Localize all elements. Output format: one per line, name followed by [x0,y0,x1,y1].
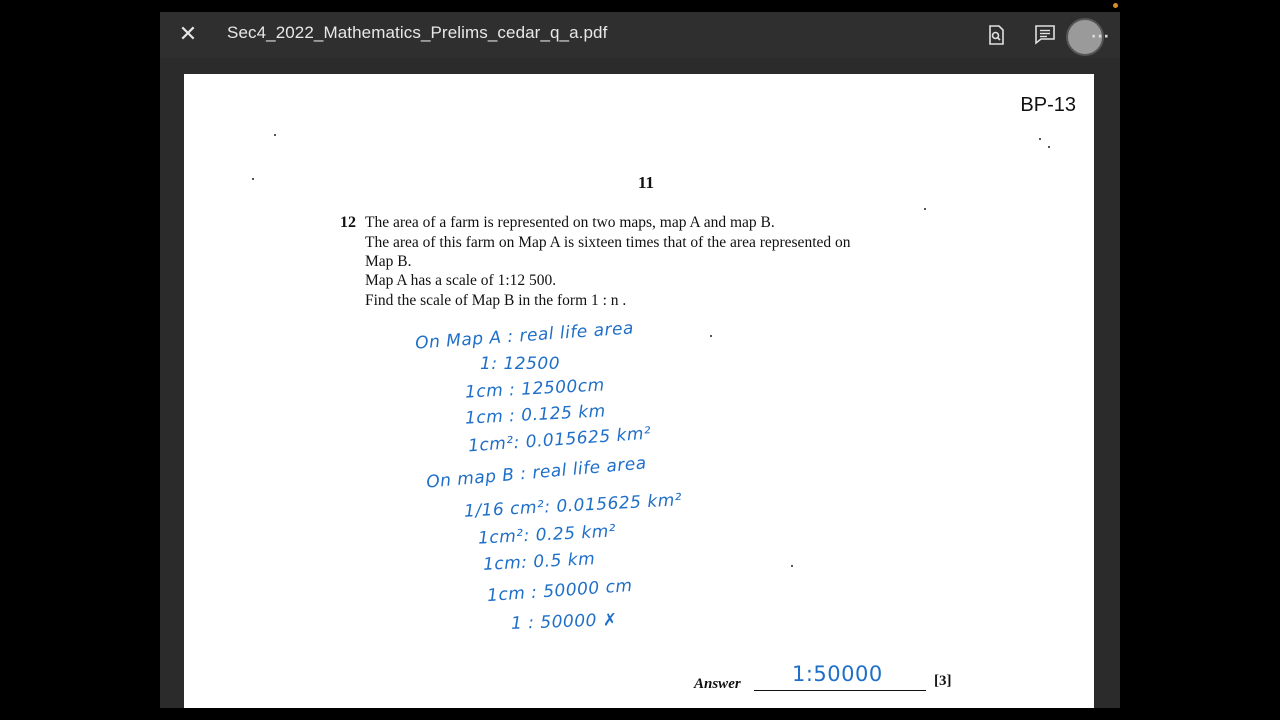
scan-speck [1039,138,1041,140]
scan-speck [1048,146,1050,148]
working-line: On Map A : real life area [414,318,635,354]
answer-line [754,690,926,691]
header-code: BP-13 [1020,94,1076,116]
working-line: 1cm: 0.5 km [482,549,596,575]
working-line: 1cm : 12500cm [464,375,606,403]
comments-icon [1031,21,1059,49]
working-line: 1cm : 50000 cm [486,575,634,607]
page-search-icon [982,21,1010,49]
more-options-button[interactable] [1066,18,1110,56]
answer-label: Answer [694,676,741,692]
working-line: 1cm : 0.125 km [464,401,607,429]
question-line: Map A has a scale of 1:12 500. [365,272,557,289]
question-number: 12 [340,214,356,231]
answer-value: 1:50000 [792,662,883,686]
working-line: 1 : 50000 ✗ [510,610,618,634]
pdf-viewer [160,12,1120,708]
scan-speck [252,178,254,180]
question-line: Find the scale of Map B in the form 1 : n . [365,292,627,309]
working-line: 1: 12500 [480,354,561,374]
question-line: Map B. [365,253,412,270]
marks: [3] [934,673,952,689]
working-line: 1cm²: 0.25 km² [477,521,617,549]
question-line: The area of a farm is represented on two maps, map A and map B. [365,214,775,231]
viewer-toolbar [160,12,1120,58]
comments-button[interactable] [1031,21,1059,49]
working-line: 1cm²: 0.015625 km² [467,423,652,457]
working-line: On map B : real life area [425,453,648,493]
status-dot [1113,3,1118,8]
scan-speck [274,134,276,136]
find-in-document-button[interactable] [982,21,1010,49]
close-icon: ✕ [178,22,198,47]
scan-speck [791,565,793,567]
scan-speck [710,335,712,337]
page-number: 11 [638,173,655,192]
more-icon: ··· [1091,29,1110,45]
working-line: 1/16 cm²: 0.015625 km² [463,490,683,522]
scan-speck [924,208,926,210]
question-line: The area of this farm on Map A is sixteen times that of the area represented on [365,234,851,251]
pdf-page [184,74,1094,708]
close-button[interactable] [174,21,202,49]
file-title: Sec4_2022_Mathematics_Prelims_cedar_q_a.pdf [227,23,608,42]
